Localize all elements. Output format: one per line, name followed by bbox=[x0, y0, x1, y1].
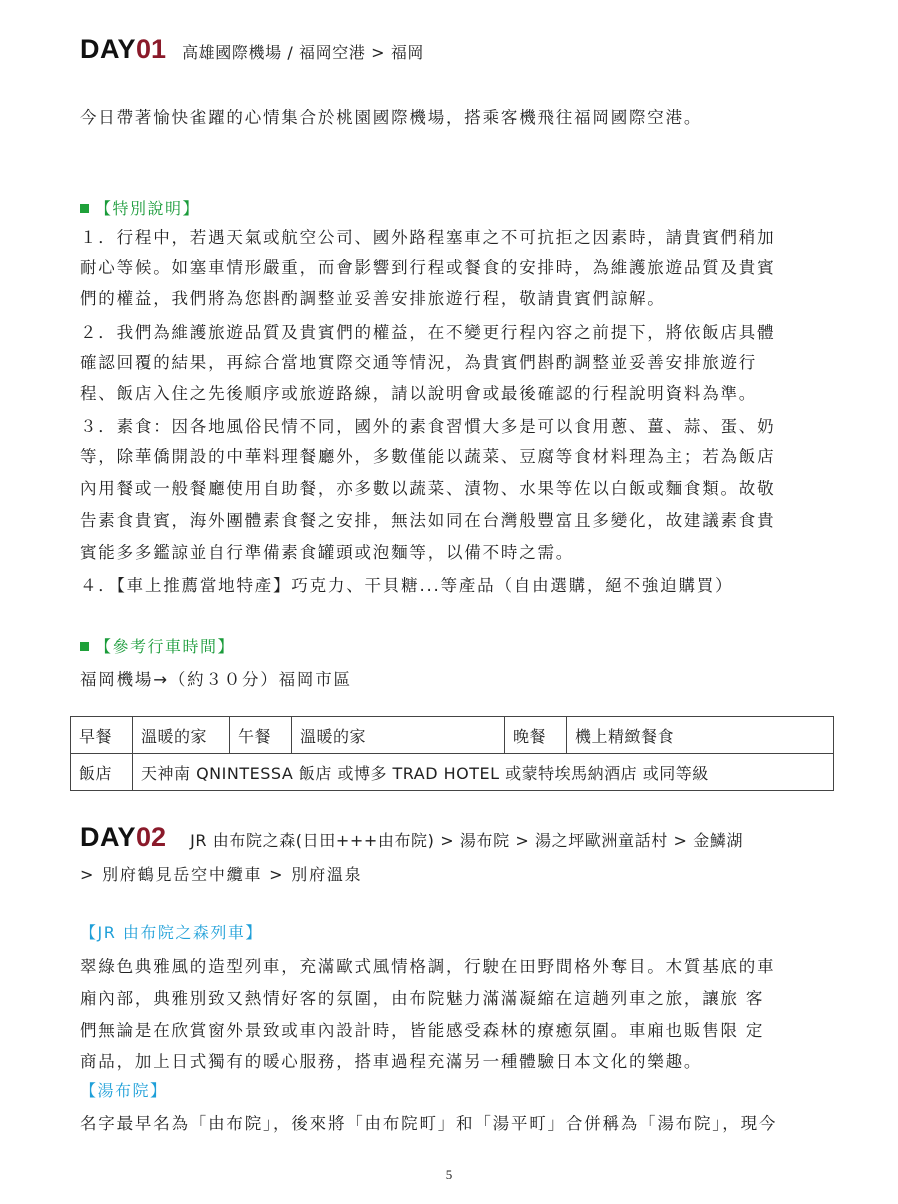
green-square-icon bbox=[80, 642, 89, 651]
breakfast-value: 溫暖的家 bbox=[133, 717, 230, 754]
lunch-value: 溫暖的家 bbox=[292, 717, 505, 754]
notes-line: ２．我們為維護旅遊品質及貴賓們的權益，在不變更行程內容之前提下，將依飯店具體 bbox=[80, 323, 776, 342]
jr-line: 廂內部，典雅別致又熱情好客的氛圍，由布院魅力滿滿凝縮在這趟列車之旅，讓旅 客 bbox=[80, 989, 765, 1008]
day1-intro: 今日帶著愉快雀躍的心情集合於桃園國際機場，搭乘客機飛往福岡國際空港。 bbox=[80, 108, 703, 127]
drive-time-text: 福岡機場→（約３０分）福岡市區 bbox=[80, 670, 352, 689]
hotel-label: 飯店 bbox=[71, 754, 133, 791]
drive-title-text: 【參考行車時間】 bbox=[95, 637, 236, 656]
day2-route-line1: JR 由布院之森(日田+++由布院) > 湯布院 > 湯之坪歐洲童話村 > 金鱗湖 bbox=[190, 831, 744, 850]
notes-line: 耐心等候。如塞車情形嚴重，而會影響到行程或餐食的安排時，為維護旅遊品質及貴賓 bbox=[80, 258, 776, 277]
notes-section-title bbox=[80, 196, 200, 219]
day1-label: DAY bbox=[80, 34, 137, 64]
notes-line: 告素食貴賓，海外團體素食餐之安排，無法如同在台灣般豐富且多變化，故建議素食貴 bbox=[80, 511, 776, 530]
yufuin-line: 名字最早名為「由布院」，後來將「由布院町」和「湯平町」合併稱為「湯布院」，現今 bbox=[80, 1114, 778, 1133]
notes-line: １．行程中，若遇天氣或航空公司、國外路程塞車之不可抗拒之因素時，請貴賓們稍加 bbox=[80, 228, 776, 247]
jr-line: 商品，加上日式獨有的暖心服務，搭車過程充滿另一種體驗日本文化的樂趣。 bbox=[80, 1052, 703, 1071]
lunch-label: 午餐 bbox=[230, 717, 292, 754]
meals-table bbox=[70, 716, 834, 791]
notes-line: 確認回覆的結果，再綜合當地實際交通等情況，為貴賓們斟酌調整並妥善安排旅遊行 bbox=[80, 353, 758, 372]
jr-section-title: 【JR 由布院之森列車】 bbox=[80, 923, 263, 942]
day1-heading bbox=[80, 34, 424, 65]
drive-section-title bbox=[80, 634, 235, 657]
green-square-icon bbox=[80, 204, 89, 213]
notes-title-text: 【特別說明】 bbox=[95, 199, 201, 218]
yufuin-section-title: 【湯布院】 bbox=[80, 1081, 168, 1100]
dinner-label: 晚餐 bbox=[505, 717, 567, 754]
notes-line: 程、飯店入住之先後順序或旅遊路線，請以說明會或最後確認的行程說明資料為準。 bbox=[80, 384, 758, 403]
notes-line: 內用餐或一般餐廳使用自助餐，亦多數以蔬菜、漬物、水果等佐以白飯或麵食類。故敬 bbox=[80, 479, 776, 498]
day2-route-line2: > 別府鶴見岳空中纜車 > 別府溫泉 bbox=[80, 865, 363, 884]
day1-route: 高雄國際機場 / 福岡空港 > 福岡 bbox=[182, 43, 425, 62]
breakfast-label: 早餐 bbox=[71, 717, 133, 754]
notes-line: 賓能多多鑑諒並自行準備素食罐頭或泡麵等，以備不時之需。 bbox=[80, 543, 575, 562]
day2-number: 02 bbox=[136, 822, 167, 852]
hotel-value: 天神南 QNINTESSA 飯店 或博多 TRAD HOTEL 或蒙特埃馬納酒店 或同等級 bbox=[133, 754, 834, 791]
page-number: 5 bbox=[445, 1167, 453, 1182]
notes-line: 等，除華僑開設的中華料理餐廳外，多數僅能以蔬菜、豆腐等食材料理為主；若為飯店 bbox=[80, 447, 776, 466]
table-row bbox=[71, 717, 834, 754]
notes-line: ４．【車上推薦當地特產】巧克力、干貝糖...等產品（自由選購，絕不強迫購買） bbox=[80, 576, 734, 595]
jr-line: 們無論是在欣賞窗外景致或車內設計時，皆能感受森林的療癒氛圍。車廂也販售限 定 bbox=[80, 1021, 765, 1040]
day1-number: 01 bbox=[136, 34, 167, 64]
day2-heading bbox=[80, 822, 743, 853]
table-row bbox=[71, 754, 834, 791]
notes-line: 們的權益，我們將為您斟酌調整並妥善安排旅遊行程，敬請貴賓們諒解。 bbox=[80, 289, 666, 308]
jr-line: 翠綠色典雅風的造型列車，充滿歐式風情格調，行駛在田野間格外奪目。木質基底的車 bbox=[80, 957, 776, 976]
dinner-value: 機上精緻餐食 bbox=[567, 717, 834, 754]
notes-line: ３．素食：因各地風俗民情不同，國外的素食習慣大多是可以食用蔥、薑、蒜、蛋、奶 bbox=[80, 417, 776, 436]
day2-label: DAY bbox=[80, 822, 137, 852]
